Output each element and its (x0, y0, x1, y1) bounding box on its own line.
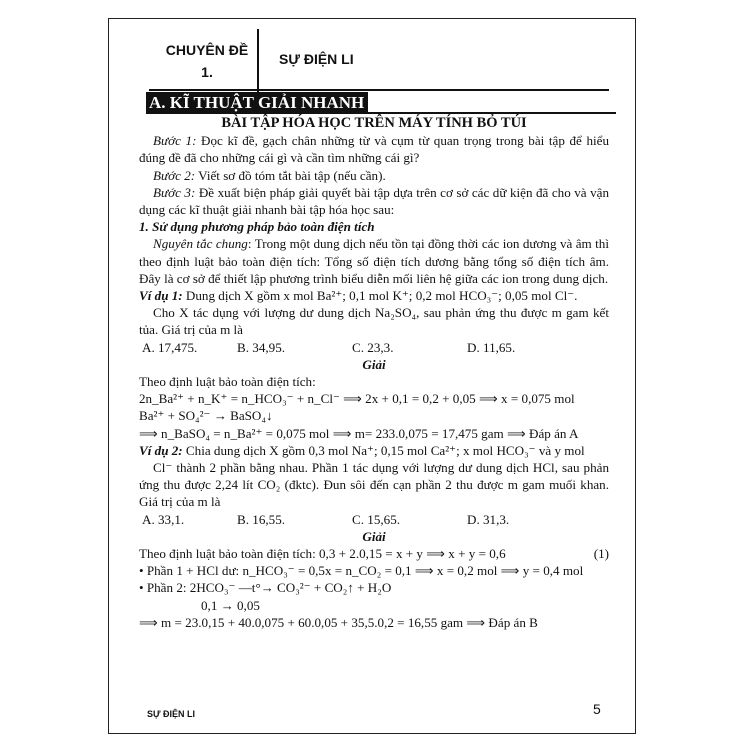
solution-line: 2n_Ba²⁺ + n_K⁺ = n_HCO₃⁻ + n_Cl⁻ ⟹ 2x + 0,1 = 0,2 + 0,05 ⟹ x = 0,075 mol (139, 391, 575, 407)
step-1 (139, 132, 609, 166)
example-1-question: Cho X tác dụng với lượng dư dung dịch Na₂SO₄, sau phản ứng thu được m gam kết tủa. Giá trị của m là (139, 305, 609, 338)
page-number: 5 (593, 701, 601, 717)
running-title: SỰ ĐIỆN LI (147, 709, 195, 719)
example-text: Chia dung dịch X gồm 0,3 mol Na⁺; 0,15 mol Ca²⁺; x mol HCO₃⁻ và y mol (182, 442, 585, 458)
example-1-solution-label: Giải (362, 356, 386, 372)
solution-line: ⟹ m = 23.0,15 + 40.0,075 + 60.0,05 + 35,5.0,2 = 16,55 gam ⟹ Đáp án B (139, 614, 538, 630)
solution-line: 0,1 → 0,05 (201, 597, 260, 613)
step-label: Bước 3: (153, 184, 196, 200)
step-label: Bước 1: (153, 133, 197, 149)
chapter-number: 1. (201, 64, 213, 80)
example-label: Ví dụ 1: (139, 288, 183, 304)
option-b: B. 16,55. (237, 511, 286, 527)
step-label: Bước 2: (153, 167, 196, 183)
solution-line (139, 545, 609, 562)
header-rule (149, 89, 609, 91)
book-page (108, 18, 636, 734)
solution-line: • Phần 2: 2HCO₃⁻ —t°→ CO₃²⁻ + CO₂↑ + H₂O (139, 580, 392, 596)
example-text: Dung dịch X gồm x mol Ba²⁺; 0,1 mol K⁺; 0,2 mol HCO₃⁻; 0,05 mol Cl⁻. (182, 288, 578, 304)
step-text: Đề xuất biện pháp giải quyết bài tập dựa trên cơ sở các dữ kiện đã cho và vận dụng các kĩ thuật giải nhanh bài tập hóa học sau: (139, 184, 609, 218)
example-1-options (139, 339, 609, 356)
solution-line: ⟹ n_BaSO₄ = n_Ba²⁺ = 0,075 mol ⟹ m= 233.0,075 = 17,475 gam ⟹ Đáp án A (139, 425, 579, 441)
solution-line: Ba²⁺ + SO₄²⁻ → BaSO₄↓ (139, 408, 273, 424)
option-c: C. 15,65. (352, 511, 401, 527)
option-d: D. 31,3. (467, 511, 510, 527)
example-2-question: Cl⁻ thành 2 phần bằng nhau. Phần 1 tác dụng với lượng dư dung dịch HCl, sau phản ứng thu được 2,24 lít CO₂ (đktc). Đun sôi đến cạn phần 2 thu được m gam muối khan. Giá trị của m là (139, 460, 609, 510)
example-2-options (139, 511, 609, 528)
solution-line: • Phần 1 + HCl dư: n_HCO₃⁻ = 0,5x = n_CO₂ = 0,1 ⟹ x = 0,2 mol ⟹ y = 0,4 mol (139, 563, 584, 579)
option-d: D. 11,65. (467, 339, 516, 355)
page-content (139, 115, 609, 631)
example-label: Ví dụ 2: (139, 442, 183, 458)
section-a-heading: A. KĨ THUẬT GIẢI NHANH (146, 92, 368, 114)
principle-label: Nguyên tắc chung (153, 236, 248, 252)
chapter-topic: SỰ ĐIỆN LI (279, 51, 354, 67)
step-2 (139, 167, 609, 184)
step-text: Đọc kĩ đề, gạch chân những từ và cụm từ quan trọng trong bài tập để hiểu đúng đề đã cho những cái gì và cần tìm những cái gì? (139, 133, 609, 166)
chapter-label (161, 39, 253, 83)
chapter-header (109, 19, 635, 93)
example-2-solution-label: Giải (362, 528, 386, 544)
step-3 (139, 184, 609, 218)
option-a: A. 33,1. (142, 511, 185, 527)
principle (139, 235, 609, 287)
subtitle: BÀI TẬP HÓA HỌC TRÊN MÁY TÍNH BỎ TÚI (221, 115, 527, 131)
step-text: Viết sơ đồ tóm tắt bài tập (nếu cần). (195, 167, 386, 183)
equation-text: Theo định luật bảo toàn điện tích: 0,3 + 2.0,15 = x + y ⟹ x + y = 0,6 (139, 546, 506, 562)
chapter-label-text: CHUYÊN ĐỀ (165, 42, 249, 58)
example-2-statement (139, 442, 609, 459)
equation-number: (1) (593, 546, 609, 562)
solution-line: Theo định luật bảo toàn điện tích: (139, 374, 316, 390)
example-1-statement (139, 287, 609, 304)
principle-text: : Trong một dung dịch nếu tồn tại đồng thời các ion dương và âm thì theo định luật bảo toàn điện tích: Tổng số điện tích dương bằng tổng số điện tích âm. Đây là cơ sở để thiết lập phương trình biểu diễn mối liên hệ giữa các ion trong dung dịch. (139, 236, 609, 286)
option-c: C. 23,3. (352, 339, 394, 355)
option-b: B. 34,95. (237, 339, 286, 355)
method-heading: 1. Sử dụng phương pháp bảo toàn điện tích (139, 219, 375, 235)
option-a: A. 17,475. (142, 339, 198, 355)
section-rule (146, 112, 616, 114)
